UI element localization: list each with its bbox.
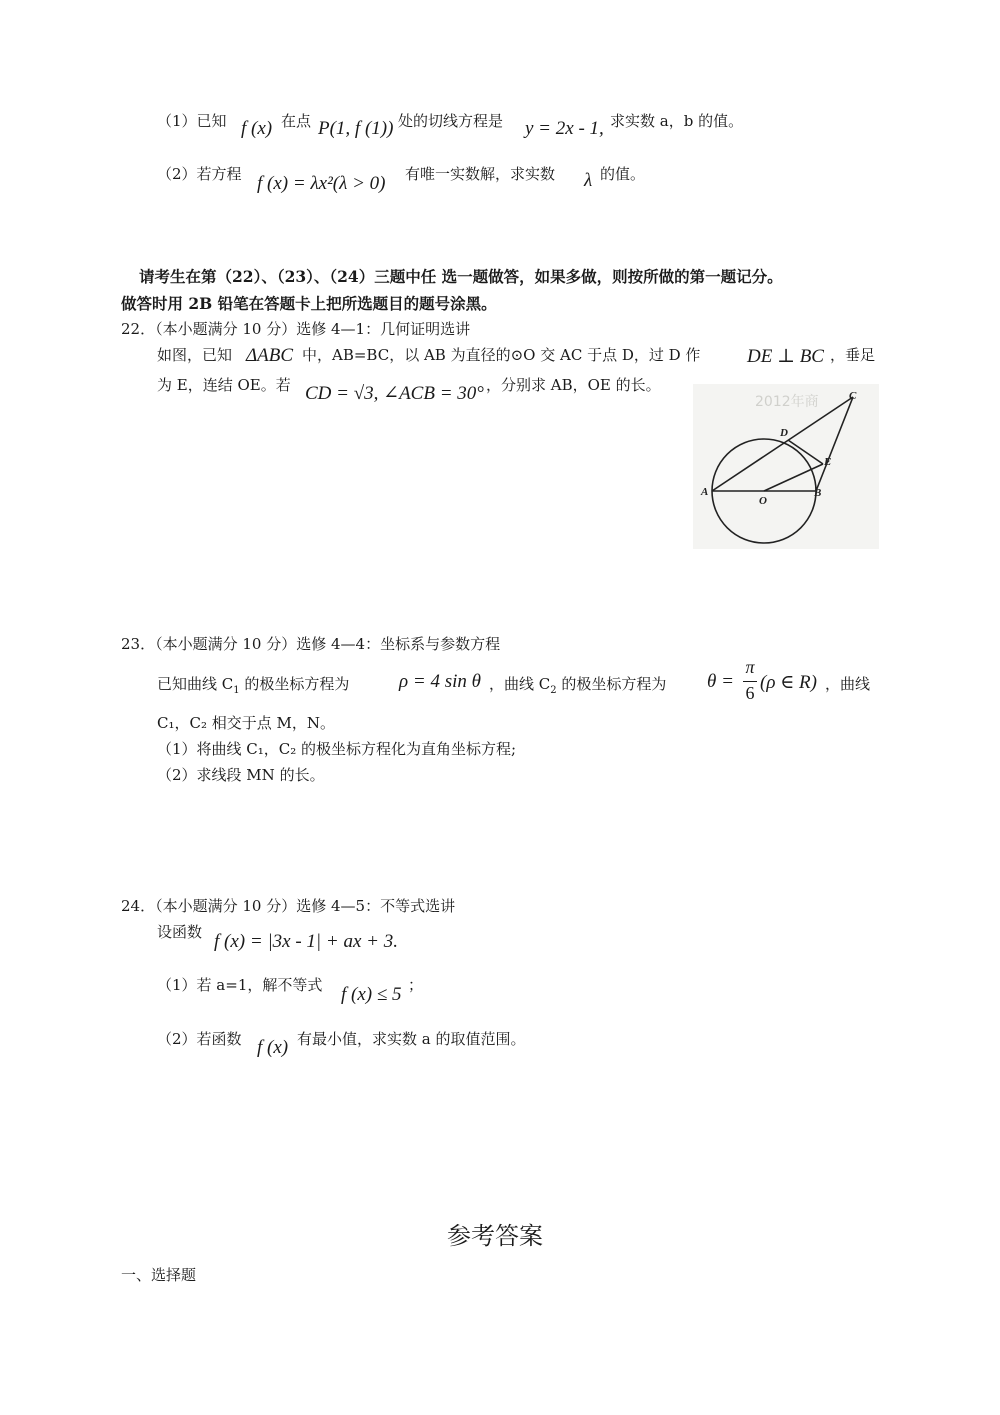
q23-rho-in-r: (ρ ∈ R) bbox=[760, 672, 817, 693]
q21-fx-math: f (x) bbox=[241, 118, 273, 139]
q23-theta: θ = bbox=[707, 671, 734, 692]
q24-fx-math: f (x) bbox=[257, 1037, 289, 1058]
q22-line1-mid: 中，AB=BC，以 AB 为直径的⊙O 交 AC 于点 D，过 D 作 bbox=[302, 346, 701, 364]
instructions-line1: 请考生在第（22）、（23）、（24）三题中任 选一题做答，如果多做，则按所做的第一题记分。 bbox=[139, 267, 783, 286]
label-a: A bbox=[701, 486, 709, 498]
geometry-figure bbox=[693, 384, 879, 549]
q23-sub1: 1 bbox=[233, 685, 240, 696]
label-b: B bbox=[814, 487, 822, 499]
q22-header: 22．（本小题满分 10 分）选修 4—1：几何证明选讲 bbox=[121, 320, 471, 338]
q21-tangent-eq: y = 2x - 1, bbox=[525, 118, 604, 139]
q23-line1b bbox=[489, 673, 666, 696]
q23-curve-c2: ，曲线 C bbox=[489, 675, 551, 693]
q24-inequality-math: f (x) ≤ 5 bbox=[341, 984, 402, 1005]
q22-line1-end: ，垂足 bbox=[830, 346, 876, 364]
q23-c1-eq: ρ = 4 sin θ bbox=[399, 671, 481, 692]
q24-part2-end: 有最小值，求实数 a 的取值范围。 bbox=[297, 1030, 526, 1048]
label-e: E bbox=[824, 456, 832, 468]
answers-section-choice: 一、选择题 bbox=[121, 1266, 197, 1284]
q23-header: 23．（本小题满分 10 分）选修 4—4：坐标系与参数方程 bbox=[121, 635, 501, 653]
q21-part2-label: （2）若方程 bbox=[157, 165, 242, 183]
q23-part1: （1）将曲线 C₁，C₂ 的极坐标方程化为直角坐标方程; bbox=[157, 740, 517, 758]
q24-header: 24．（本小题满分 10 分）选修 4—5：不等式选讲 bbox=[121, 897, 456, 915]
q21-tangent-text: 处的切线方程是 bbox=[398, 112, 504, 130]
q24-function-math: f (x) = |3x - 1| + ax + 3. bbox=[214, 931, 398, 952]
label-o: O bbox=[759, 495, 767, 507]
q21-equation-math: f (x) = λx²(λ > 0) bbox=[257, 173, 386, 194]
segment-bc bbox=[816, 397, 853, 491]
label-d: D bbox=[780, 427, 788, 439]
q21-point-math: P(1, f (1)) bbox=[318, 118, 394, 139]
q23-part2: （2）求线段 MN 的长。 bbox=[157, 766, 325, 784]
q24-part1-end: ； bbox=[408, 976, 424, 994]
q24-part1-text: （1）若 a=1，解不等式 bbox=[157, 976, 323, 994]
q22-line2-end: ，分别求 AB，OE 的长。 bbox=[486, 376, 661, 394]
q23-sub2: 2 bbox=[550, 685, 557, 696]
circle-diagram bbox=[693, 384, 879, 549]
q21-part1-label: （1）已知 bbox=[157, 112, 227, 130]
q21-at-point: 在点 bbox=[281, 112, 312, 130]
figure-watermark: 2012年商 bbox=[755, 394, 819, 410]
q23-pi: π bbox=[745, 657, 755, 677]
q22-line1-start: 如图，已知 bbox=[157, 346, 233, 364]
q23-line2: C₁，C₂ 相交于点 M，N。 bbox=[157, 714, 336, 732]
q22-perp-math: DE ⊥ BC bbox=[747, 346, 824, 367]
q23-polar-text2: 的极坐标方程为 bbox=[556, 675, 667, 693]
answers-title: 参考答案 bbox=[447, 1222, 543, 1250]
q22-triangle-math: ΔABC bbox=[246, 345, 294, 366]
q24-line1: 设函数 bbox=[157, 923, 203, 941]
q23-fraction-bar bbox=[743, 681, 757, 682]
q23-line1-end: ，曲线 bbox=[825, 675, 871, 693]
q23-polar-text: 的极坐标方程为 bbox=[239, 675, 350, 693]
q21-lambda-math: λ bbox=[584, 170, 593, 191]
q22-line2-start: 为 E，连结 OE。若 bbox=[157, 376, 291, 394]
instructions-line2: 做答时用 2B 铅笔在答题卡上把所选题目的题号涂黑。 bbox=[121, 294, 497, 313]
q23-curve-c1: 已知曲线 C bbox=[157, 675, 234, 693]
q22-condition-math: CD = √3, ∠ACB = 30° bbox=[305, 383, 484, 404]
segment-ac bbox=[712, 397, 853, 491]
q23-line1 bbox=[157, 673, 349, 696]
q21-unique-solution: 有唯一实数解，求实数 bbox=[405, 165, 556, 183]
q21-find-ab: 求实数 a，b 的值。 bbox=[610, 112, 744, 130]
q23-six: 6 bbox=[745, 683, 755, 703]
q21-value-text: 的值。 bbox=[600, 165, 646, 183]
q24-part2-text: （2）若函数 bbox=[157, 1030, 242, 1048]
label-c: C bbox=[849, 390, 857, 402]
